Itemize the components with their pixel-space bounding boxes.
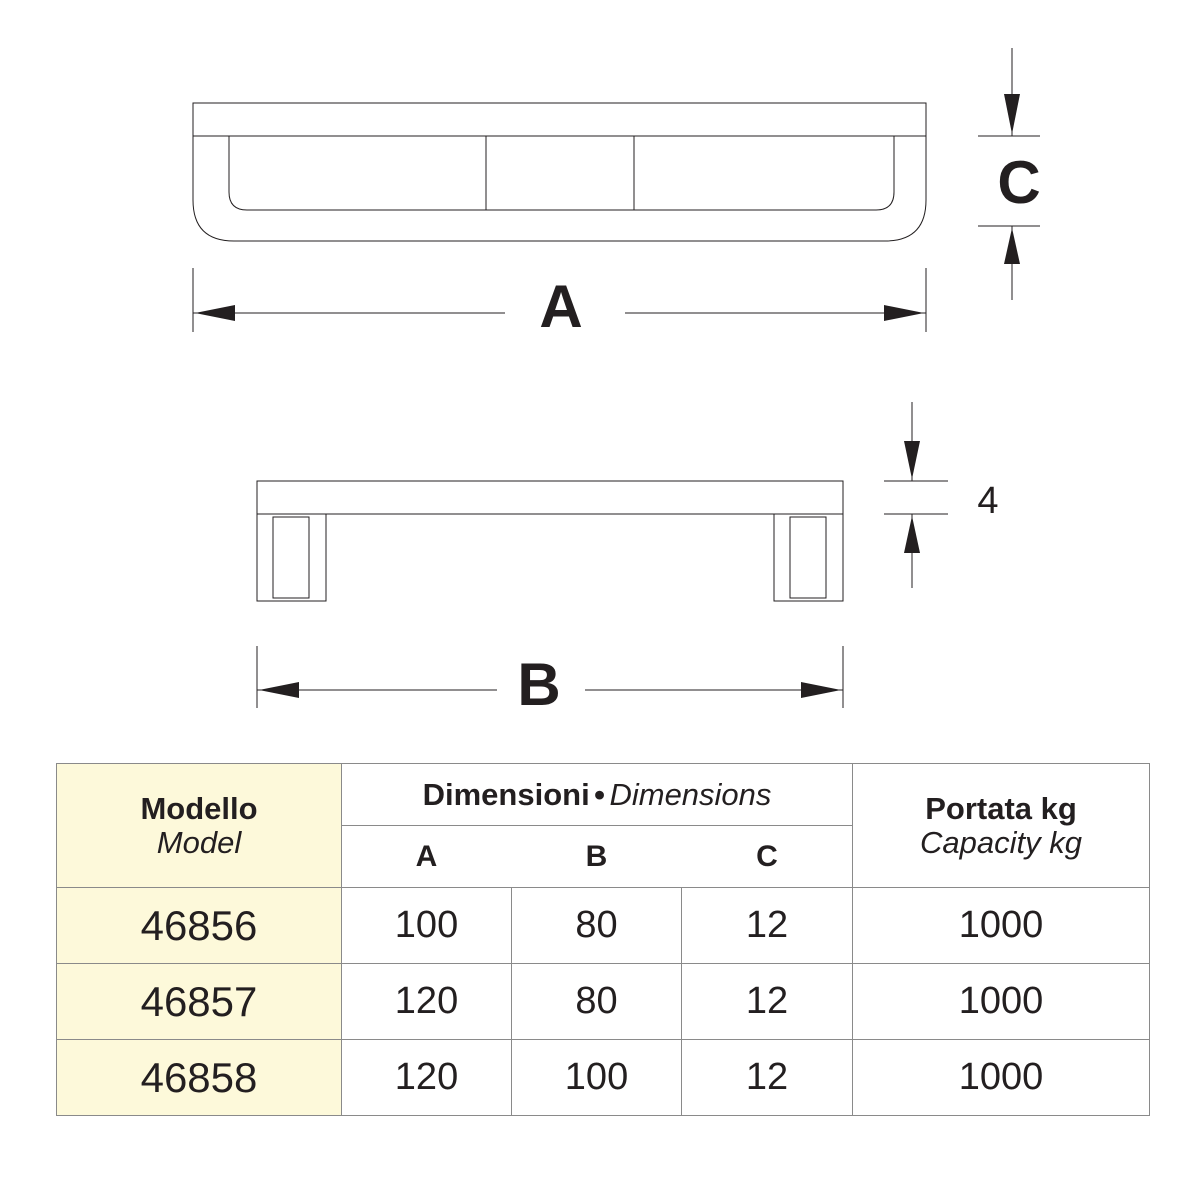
model-header-secondary: Model: [156, 824, 242, 860]
dimension-side-height: [884, 402, 999, 588]
top-view-center-block: [486, 136, 634, 210]
model-number-cell: 46856: [57, 888, 342, 964]
dimensions-header-primary: Dimensioni: [422, 776, 590, 812]
dimension-a-arrow-left: [195, 305, 235, 321]
table-row: [57, 888, 1150, 964]
dimension-c-cell: 12: [682, 888, 853, 964]
dimension-b-arrow-right: [801, 682, 841, 698]
dimension-b: [257, 646, 843, 718]
dimension-c-arrow-bottom: [1004, 228, 1020, 264]
capacity-header-primary: Portata kg: [925, 790, 1077, 826]
capacity-header-secondary: Capacity kg: [920, 824, 1083, 860]
dimension-a-cell: 120: [342, 1040, 512, 1116]
capacity-cell: 1000: [853, 888, 1150, 964]
dimension-a: [193, 268, 926, 340]
dimension-b-cell: 100: [512, 1040, 682, 1116]
dimension-b-cell: 80: [512, 888, 682, 964]
dimension-side-height-label: 4: [977, 480, 999, 522]
dimension-column-b-header: B: [512, 826, 682, 888]
dimension-a-cell: 120: [342, 964, 512, 1040]
top-view-plate: [193, 103, 926, 136]
side-view: [257, 481, 843, 601]
dimension-c-label: C: [997, 149, 1041, 216]
side-view-left-foot-inner: [273, 517, 309, 598]
dimension-column-a-header: A: [342, 826, 512, 888]
dimension-column-c-header: C: [682, 826, 853, 888]
model-number-cell: 46857: [57, 964, 342, 1040]
capacity-cell: 1000: [853, 1040, 1150, 1116]
dimension-c-arrow-top: [1004, 94, 1020, 134]
capacity-header-cell: [853, 764, 1150, 888]
dimension-c-cell: 12: [682, 964, 853, 1040]
top-view-frame-inner: [229, 136, 894, 210]
side-view-right-foot-inner: [790, 517, 826, 598]
side-view-right-foot: [774, 514, 843, 601]
top-view-frame-outer: [193, 136, 926, 241]
table-row: [57, 1040, 1150, 1116]
table-row: [57, 964, 1150, 1040]
dimension-c: [978, 48, 1041, 300]
side-view-left-foot: [257, 514, 326, 601]
model-header-primary: Modello: [140, 790, 258, 826]
capacity-cell: 1000: [853, 964, 1150, 1040]
dimension-side-height-arrow-top: [904, 441, 920, 479]
dimension-b-cell: 80: [512, 964, 682, 1040]
top-view: [193, 103, 926, 241]
dimension-b-label: B: [517, 651, 561, 718]
dimension-c-cell: 12: [682, 1040, 853, 1116]
model-number-cell: 46858: [57, 1040, 342, 1116]
dimensions-header-separator: •: [594, 776, 606, 812]
table-header-row: [57, 764, 1150, 826]
dimensions-header-secondary: Dimensions: [609, 776, 772, 812]
dimension-a-label: A: [539, 273, 583, 340]
model-header-cell: [57, 764, 342, 888]
dimension-side-height-arrow-bottom: [904, 516, 920, 553]
side-view-plate: [257, 481, 843, 514]
dimensions-header-cell: [342, 764, 853, 826]
dimension-a-arrow-right: [884, 305, 924, 321]
specification-table: [56, 763, 1150, 1116]
dimension-b-arrow-left: [259, 682, 299, 698]
dimension-a-cell: 100: [342, 888, 512, 964]
